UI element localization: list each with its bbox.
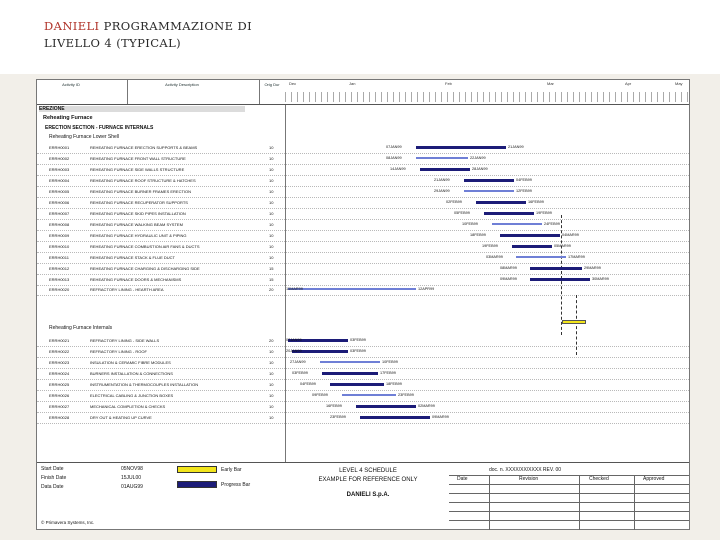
activity-id: ERRH0007 bbox=[49, 211, 70, 216]
bar-finish-label: 23FEB99 bbox=[398, 393, 414, 397]
activity-id: ERRH0025 bbox=[49, 382, 70, 387]
schedule-title-block bbox=[283, 467, 453, 500]
early-bar-marker bbox=[562, 320, 586, 324]
document-number: doc. n. XXXX/XX/XXXX REV. 00 bbox=[489, 467, 562, 473]
data-date-value: 01AUG99 bbox=[121, 484, 143, 490]
col-activity-id: Activity ID bbox=[62, 82, 80, 87]
activity-duration: 10 bbox=[269, 244, 274, 249]
gantt-bar[interactable] bbox=[492, 223, 542, 225]
gantt-bar[interactable] bbox=[484, 212, 534, 215]
activity-id: ERRH0028 bbox=[49, 415, 70, 420]
gantt-bar[interactable] bbox=[356, 405, 416, 408]
gantt-bar[interactable] bbox=[416, 157, 468, 159]
bar-start-label: 23FEB99 bbox=[330, 415, 346, 419]
month-label: Feb bbox=[445, 81, 452, 86]
bar-finish-label: 10FEB99 bbox=[382, 360, 398, 364]
activity-desc: REHEATING FURNACE SKID PIPES INSTALLATION bbox=[90, 211, 186, 216]
bar-finish-label: 03FEB99 bbox=[350, 338, 366, 342]
activity-desc: ELECTRICAL CABLING & JUNCTION BOXES bbox=[90, 393, 174, 398]
col-divider bbox=[259, 80, 260, 104]
gantt-bar[interactable] bbox=[500, 234, 560, 237]
activity-desc: REHEATING FURNACE WALKING BEAM SYSTEM bbox=[90, 222, 183, 227]
title-text: PROGRAMMAZIONE DI bbox=[99, 19, 253, 33]
group-internals: Reheating Furnace Internals bbox=[49, 325, 113, 331]
bar-finish-label: 02MAR99 bbox=[418, 404, 435, 408]
bar-start-label: 16FEB99 bbox=[326, 404, 342, 408]
activity-duration: 10 bbox=[269, 360, 274, 365]
activity-id: ERRH0001 bbox=[49, 145, 70, 150]
activity-duration: 10 bbox=[269, 404, 274, 409]
activity-desc: BURNERS INSTALLATION & CONNECTIONS bbox=[90, 371, 173, 376]
table-line bbox=[449, 511, 689, 512]
activity-desc: REHEATING FURNACE COMBUSTION AIR FANS & DUCTS bbox=[90, 244, 200, 249]
bar-start-label: 03FEB99 bbox=[292, 371, 308, 375]
bar-start-label: 03MAR99 bbox=[486, 255, 503, 259]
table-line bbox=[449, 520, 689, 521]
activity-duration: 10 bbox=[269, 255, 274, 260]
bar-finish-label: 16FEB99 bbox=[528, 200, 544, 204]
activity-id: ERRH0008 bbox=[49, 222, 70, 227]
activity-id: ERRH0012 bbox=[49, 266, 70, 271]
activity-desc: REHEATING FURNACE HYDRAULIC UNIT & PIPING bbox=[90, 233, 187, 238]
activity-desc: MECHANICAL COMPLETION & CHECKS bbox=[90, 404, 166, 409]
gantt-bar[interactable] bbox=[416, 146, 506, 149]
bar-finish-label: 30MAR99 bbox=[592, 277, 609, 281]
data-date-label: Data Date bbox=[41, 484, 64, 490]
table-col bbox=[579, 475, 580, 530]
schedule-subtitle: EXAMPLE FOR REFERENCE ONLY bbox=[318, 477, 418, 483]
activity-desc: REHEATING FURNACE STACK & FLUE DUCT bbox=[90, 255, 175, 260]
bar-start-label: 09MAR99 bbox=[500, 277, 517, 281]
month-label: Jan bbox=[349, 81, 356, 86]
activity-id: ERRH0020 bbox=[49, 287, 70, 292]
month-label: May bbox=[675, 81, 683, 86]
activity-duration: 10 bbox=[269, 178, 274, 183]
table-col bbox=[634, 475, 635, 530]
activity-duration: 10 bbox=[269, 145, 274, 150]
finish-date-value: 15JUL00 bbox=[121, 475, 142, 481]
activity-duration: 10 bbox=[269, 200, 274, 205]
bar-start-label: 07JAN99 bbox=[386, 145, 402, 149]
bar-start-label: 08MAR99 bbox=[500, 266, 517, 270]
activity-desc: REHEATING FURNACE BURNER FRAMES ERECTION bbox=[90, 189, 192, 194]
bar-finish-label: 17MAR99 bbox=[568, 255, 585, 259]
gantt-bar[interactable] bbox=[530, 278, 590, 281]
activity-desc: REFRACTORY LINING - HEARTH AREA bbox=[90, 287, 164, 292]
bar-start-label: 19FEB99 bbox=[482, 244, 498, 248]
gantt-bar[interactable] bbox=[342, 394, 396, 396]
bar-finish-label: 28JAN99 bbox=[472, 167, 488, 171]
gantt-chart bbox=[285, 105, 690, 462]
schedule-title: LEVEL 4 SCHEDULE bbox=[339, 468, 397, 474]
bar-start-label: 08JAN99 bbox=[386, 156, 402, 160]
month-label: Apr bbox=[625, 81, 632, 86]
bar-start-label: 21JAN99 bbox=[434, 178, 450, 182]
activity-desc: REHEATING FURNACE CHARGING & DISCHARGING SIDE bbox=[90, 266, 200, 271]
activity-id: ERRH0023 bbox=[49, 360, 70, 365]
rev-header-approved: Approved bbox=[643, 476, 665, 482]
activity-duration: 15 bbox=[269, 277, 274, 282]
activity-id: ERRH0006 bbox=[49, 200, 70, 205]
activity-duration: 10 bbox=[269, 415, 274, 420]
bar-finish-label: 04FEB99 bbox=[516, 178, 532, 182]
activity-id: ERRH0021 bbox=[49, 338, 70, 343]
activity-id: ERRH0003 bbox=[49, 167, 70, 172]
bar-start-label: 29JAN99 bbox=[434, 189, 450, 193]
activity-desc: REHEATING FURNACE FRONT WALL STRUCTURE bbox=[90, 156, 186, 161]
table-line bbox=[449, 484, 689, 485]
gantt-bar[interactable] bbox=[476, 201, 526, 204]
gantt-bar[interactable] bbox=[320, 361, 380, 363]
activity-duration: 20 bbox=[269, 287, 274, 292]
bar-start-label: 09FEB99 bbox=[312, 393, 328, 397]
activity-duration: 10 bbox=[269, 371, 274, 376]
activity-duration: 10 bbox=[269, 211, 274, 216]
bar-finish-label: 12APR99 bbox=[418, 287, 435, 291]
gantt-bar[interactable] bbox=[360, 416, 430, 419]
title-line-2: LIVELLO 4 (TYPICAL) bbox=[44, 36, 182, 50]
bar-finish-label: 05MAR99 bbox=[554, 244, 571, 248]
bar-finish-label: 12FEB99 bbox=[516, 189, 532, 193]
activity-id: ERRH0011 bbox=[49, 255, 69, 260]
data-date-line bbox=[576, 295, 577, 355]
slide-title bbox=[44, 18, 252, 52]
gantt-bar[interactable] bbox=[516, 256, 566, 258]
activity-id: ERRH0027 bbox=[49, 404, 70, 409]
day-ticks bbox=[285, 92, 689, 102]
activity-desc: REFRACTORY LINING - ROOF bbox=[90, 349, 147, 354]
activity-id: ERRH0026 bbox=[49, 393, 70, 398]
activity-duration: 10 bbox=[269, 233, 274, 238]
bar-finish-label: 17FEB99 bbox=[380, 371, 396, 375]
bar-start-label: 20JAN99 bbox=[286, 349, 302, 353]
activity-id: ERRH0024 bbox=[49, 371, 70, 376]
bar-finish-label: 22JAN99 bbox=[470, 156, 486, 160]
bar-finish-label: 04MAR99 bbox=[562, 233, 579, 237]
gantt-bar[interactable] bbox=[512, 245, 552, 248]
bar-finish-label: 24FEB99 bbox=[544, 222, 560, 226]
activity-id: ERRH0005 bbox=[49, 189, 70, 194]
activity-desc: DRY OUT & HEATING UP CURVE bbox=[90, 415, 152, 420]
company-name: DANIELI S.p.A. bbox=[346, 492, 390, 498]
timeline-header bbox=[285, 80, 689, 104]
activity-desc: REHEATING FURNACE ERECTION SUPPORTS & BEAMS bbox=[90, 145, 198, 150]
copyright: © Primavera Systems, Inc. bbox=[41, 520, 95, 525]
activity-desc: REFRACTORY LINING - SIDE WALLS bbox=[90, 338, 160, 343]
gantt-bar[interactable] bbox=[464, 190, 514, 192]
activity-duration: 10 bbox=[269, 156, 274, 161]
bar-start-label: 18FEB99 bbox=[470, 233, 486, 237]
early-bar-swatch bbox=[177, 466, 217, 473]
activity-duration: 10 bbox=[269, 189, 274, 194]
gantt-bar[interactable] bbox=[420, 168, 470, 171]
bar-start-label: 04FEB99 bbox=[300, 382, 316, 386]
revision-table bbox=[449, 467, 689, 530]
rev-header-checked: Checked bbox=[589, 476, 609, 482]
bar-start-label: 14JAN99 bbox=[390, 167, 406, 171]
bar-start-label: 15MAR99 bbox=[286, 287, 303, 291]
activity-duration: 10 bbox=[269, 222, 274, 227]
bar-finish-label: 19FEB99 bbox=[536, 211, 552, 215]
bar-start-label: 27JAN99 bbox=[290, 360, 306, 364]
table-line bbox=[449, 493, 689, 494]
activity-duration: 10 bbox=[269, 382, 274, 387]
activity-id: ERRH0004 bbox=[49, 178, 70, 183]
start-date-label: Start Date bbox=[41, 466, 64, 472]
bar-start-label: 02FEB99 bbox=[446, 200, 462, 204]
bar-finish-label: 18FEB99 bbox=[386, 382, 402, 386]
gantt-bar[interactable] bbox=[464, 179, 514, 182]
col-activity-desc: Activity Description bbox=[165, 82, 199, 87]
gantt-bar[interactable] bbox=[288, 288, 416, 290]
bar-start-label: 05FEB99 bbox=[454, 211, 470, 215]
bar-start-label: 07JAN99 bbox=[286, 338, 302, 342]
bar-finish-label: 09MAR99 bbox=[432, 415, 449, 419]
group-furnace: Reheating Furnace bbox=[43, 115, 93, 121]
progress-bar-label: Progress Bar bbox=[221, 482, 251, 488]
bar-finish-label: 03FEB99 bbox=[350, 349, 366, 353]
col-orig-dur: Orig Dur bbox=[264, 82, 280, 87]
activity-desc: INSULATION & CERAMIC FIBRE MODULES bbox=[90, 360, 171, 365]
gantt-bar[interactable] bbox=[322, 372, 378, 375]
table-line bbox=[449, 502, 689, 503]
start-date-value: 05NOV98 bbox=[121, 466, 143, 472]
gantt-bar[interactable] bbox=[330, 383, 384, 386]
activity-duration: 10 bbox=[269, 393, 274, 398]
group-shell: Reheating Furnace Lower Shell bbox=[49, 134, 120, 140]
table-col bbox=[489, 475, 490, 530]
activity-desc: REHEATING FURNACE SIDE WALLS STRUCTURE bbox=[90, 167, 185, 172]
gantt-bar[interactable] bbox=[530, 267, 582, 270]
activity-desc: INSTRUMENTATION & THERMOCOUPLES INSTALLATION bbox=[90, 382, 199, 387]
activity-duration: 15 bbox=[269, 266, 274, 271]
early-bar-label: Early Bar bbox=[221, 467, 242, 473]
bar-finish-label: 21JAN99 bbox=[508, 145, 524, 149]
activity-duration: 10 bbox=[269, 167, 274, 172]
activity-id: ERRH0022 bbox=[49, 349, 70, 354]
activity-desc: REHEATING FURNACE ROOF STRUCTURE & HATCHES bbox=[90, 178, 196, 183]
month-label: Dec bbox=[289, 81, 297, 86]
bar-start-label: 10FEB99 bbox=[462, 222, 478, 226]
rev-header-date: Date bbox=[457, 476, 468, 482]
bar-finish-label: 29MAR99 bbox=[584, 266, 601, 270]
month-label: Mar bbox=[547, 81, 554, 86]
activity-duration: 20 bbox=[269, 338, 274, 343]
progress-bar-swatch bbox=[177, 481, 217, 488]
activity-id: ERRH0010 bbox=[49, 244, 70, 249]
finish-date-label: Finish Date bbox=[41, 475, 67, 481]
brand-name: DANIELI bbox=[44, 19, 100, 33]
activity-desc: REHEATING FURNACE DOORS & MECHANISMS bbox=[90, 277, 182, 282]
activity-desc: REHEATING FURNACE RECUPERATOR SUPPORTS bbox=[90, 200, 188, 205]
group-section: ERECTION SECTION - FURNACE INTERNALS bbox=[45, 125, 154, 131]
group-erection: EREZIONE bbox=[39, 106, 245, 112]
activity-id: ERRH0002 bbox=[49, 156, 70, 161]
activity-id: ERRH0009 bbox=[49, 233, 70, 238]
gantt-sheet bbox=[36, 79, 690, 530]
rev-header-revision: Revision bbox=[519, 476, 539, 482]
activity-id: ERRH0013 bbox=[49, 277, 70, 282]
col-divider bbox=[127, 80, 128, 104]
column-header bbox=[37, 80, 689, 105]
legend-area bbox=[37, 462, 689, 530]
activity-duration: 10 bbox=[269, 349, 274, 354]
